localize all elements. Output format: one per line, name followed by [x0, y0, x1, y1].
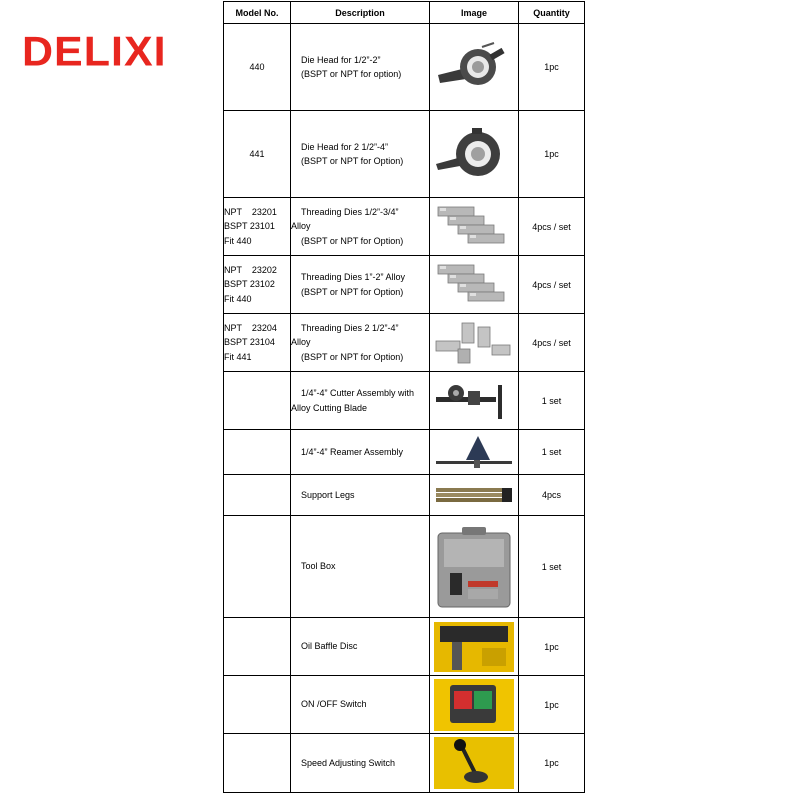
description-cell: [291, 676, 430, 734]
quantity-cell: 4pcs / set: [519, 314, 585, 372]
quantity-cell: 4pcs / set: [519, 198, 585, 256]
model-no-cell: [224, 24, 291, 111]
threading-dies-large-icon: [430, 319, 518, 367]
description-line: Support Legs: [301, 489, 355, 500]
description-cell: [291, 475, 430, 516]
description-line: Threading Dies 1/2”-3/4”: [301, 206, 399, 217]
table-row: [224, 516, 585, 618]
description-cell: [291, 734, 430, 793]
table-row: [224, 676, 585, 734]
model-no-line: Fit 441: [224, 351, 252, 362]
image-cell: [430, 734, 519, 793]
table-row: [224, 111, 585, 198]
description-line: (BSPT or NPT for option): [301, 69, 402, 79]
table-row: [224, 314, 585, 372]
quantity-cell: 1pc: [519, 676, 585, 734]
model-no-cell: [224, 256, 291, 314]
model-no-cell: [224, 516, 291, 618]
table-header-row: [224, 2, 585, 24]
image-cell: [430, 430, 519, 475]
description-line: Alloy: [291, 337, 311, 348]
description-line: 1/4”-4” Cutter Assembly with: [301, 388, 415, 398]
table-row: [224, 24, 585, 111]
threading-dies-icon: [430, 261, 518, 309]
table-row: [224, 430, 585, 475]
description-line: Die Head for 1/2”-2”: [301, 54, 381, 65]
table-row: [224, 256, 585, 314]
parts-list-table: [223, 1, 585, 793]
quantity-cell: 1pc: [519, 24, 585, 111]
description-line: Threading Dies 1”-2” Alloy: [301, 272, 406, 282]
image-cell: [430, 676, 519, 734]
description-line: Speed Adjusting Switch: [301, 757, 396, 768]
table-row: [224, 475, 585, 516]
quantity-cell: 1pc: [519, 734, 585, 793]
model-no-line: Fit 440: [224, 235, 252, 246]
header-image: Image: [430, 2, 519, 24]
description-line: Threading Dies 2 1/2”-4”: [301, 322, 399, 333]
model-no-line: 441: [249, 148, 265, 159]
image-cell: [430, 618, 519, 676]
table-row: [224, 618, 585, 676]
threading-dies-icon: [430, 203, 518, 251]
description-cell: [291, 111, 430, 198]
description-line: ON /OFF Switch: [301, 699, 367, 710]
support-legs-icon: [430, 485, 518, 505]
description-cell: [291, 516, 430, 618]
reamer-assembly-icon: [430, 432, 518, 472]
model-no-cell: [224, 430, 291, 475]
die-head-large-icon: [430, 124, 518, 184]
table-row: [224, 734, 585, 793]
header-description: Description: [291, 2, 430, 24]
description-cell: [291, 198, 430, 256]
quantity-cell: 1pc: [519, 111, 585, 198]
description-line: (BSPT or NPT for Option): [301, 235, 404, 246]
table-row: [224, 372, 585, 430]
quantity-cell: 1pc: [519, 618, 585, 676]
description-cell: [291, 618, 430, 676]
speed-adjusting-switch-icon: [430, 735, 518, 791]
model-no-line: BSPT 23104: [224, 337, 275, 348]
description-line: (BSPT or NPT for Option): [301, 351, 404, 362]
description-cell: [291, 24, 430, 111]
description-line: (BSPT or NPT for Option): [301, 286, 404, 297]
oil-baffle-disc-icon: [430, 620, 518, 674]
model-no-line: NPT 23201: [224, 206, 277, 217]
quantity-cell: 4pcs / set: [519, 256, 585, 314]
quantity-cell: 1 set: [519, 516, 585, 618]
model-no-line: Fit 440: [224, 293, 252, 304]
description-cell: [291, 314, 430, 372]
description-line: Alloy: [291, 221, 311, 232]
model-no-line: 440: [249, 61, 265, 72]
description-line: Oil Baffle Disc: [301, 641, 358, 652]
quantity-cell: 4pcs: [519, 475, 585, 516]
model-no-cell: [224, 618, 291, 676]
model-no-line: BSPT 23102: [224, 279, 275, 290]
model-no-cell: [224, 198, 291, 256]
image-cell: [430, 24, 519, 111]
description-line: Tool Box: [301, 561, 336, 572]
on-off-switch-icon: [430, 677, 518, 733]
table-row: [224, 198, 585, 256]
image-cell: [430, 314, 519, 372]
description-cell: [291, 372, 430, 430]
image-cell: [430, 475, 519, 516]
description-line: Die Head for 2 1/2”-4”: [301, 141, 389, 152]
model-no-cell: [224, 111, 291, 198]
image-cell: [430, 516, 519, 618]
model-no-line: NPT 23202: [224, 264, 277, 275]
description-cell: [291, 430, 430, 475]
description-line: (BSPT or NPT for Option): [301, 156, 404, 166]
description-cell: [291, 256, 430, 314]
tool-box-icon: [430, 525, 518, 609]
model-no-cell: [224, 372, 291, 430]
die-head-icon: [430, 39, 518, 95]
image-cell: [430, 111, 519, 198]
description-line: Alloy Cutting Blade: [291, 402, 368, 413]
image-cell: [430, 256, 519, 314]
header-model-no: Model No.: [224, 2, 291, 24]
model-no-cell: [224, 734, 291, 793]
model-no-cell: [224, 676, 291, 734]
model-no-cell: [224, 314, 291, 372]
cutter-assembly-icon: [430, 377, 518, 425]
model-no-line: BSPT 23101: [224, 221, 275, 232]
delixi-logo: DELIXI: [22, 28, 167, 76]
quantity-cell: 1 set: [519, 430, 585, 475]
model-no-line: NPT 23204: [224, 322, 277, 333]
quantity-cell: 1 set: [519, 372, 585, 430]
description-line: 1/4”-4” Reamer Assembly: [301, 446, 404, 457]
image-cell: [430, 372, 519, 430]
model-no-cell: [224, 475, 291, 516]
image-cell: [430, 198, 519, 256]
header-quantity: Quantity: [519, 2, 585, 24]
